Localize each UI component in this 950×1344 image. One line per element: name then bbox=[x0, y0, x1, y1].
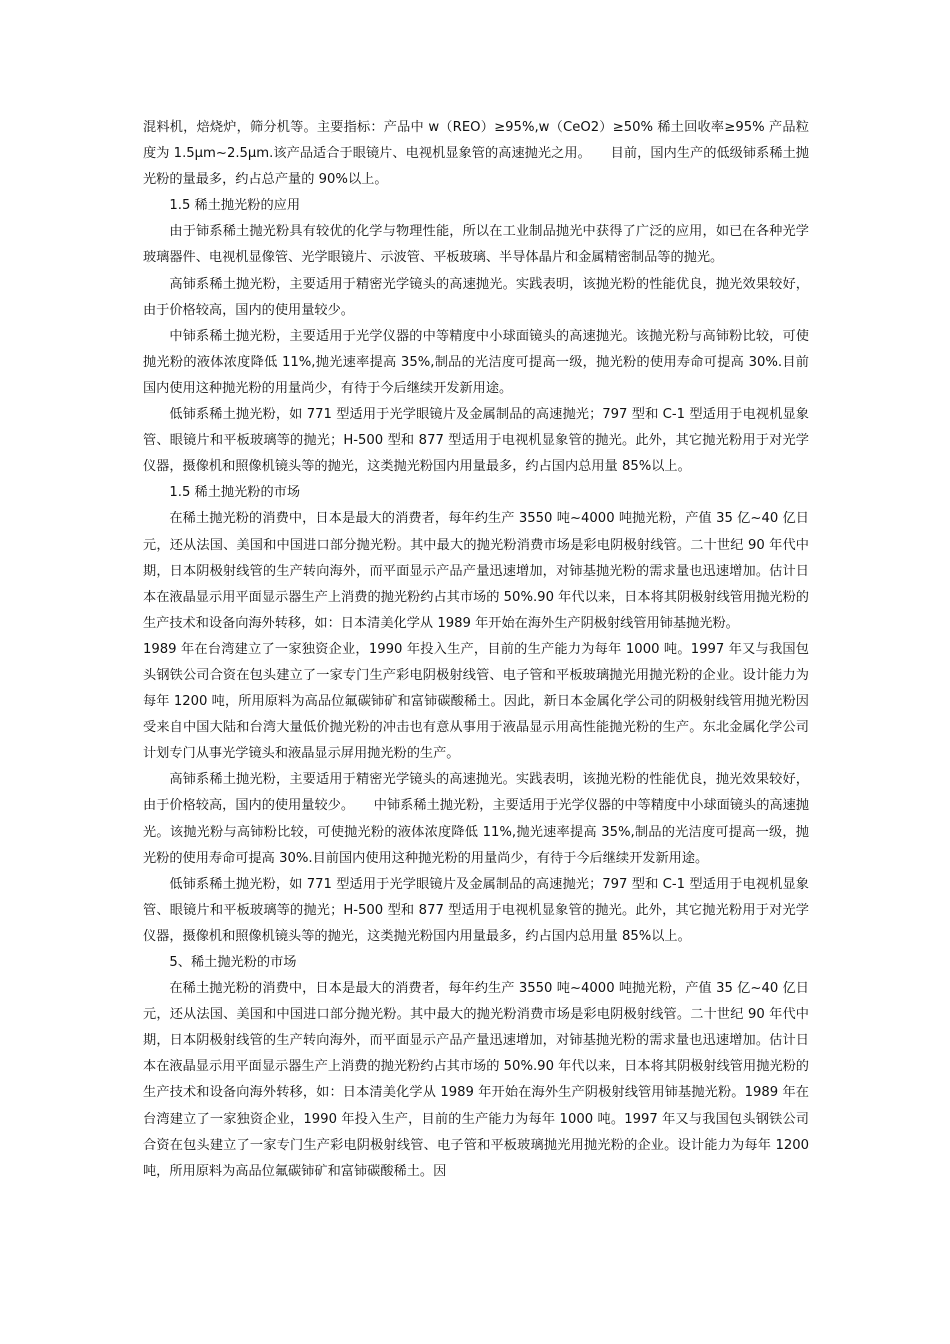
paragraph-medium-cerium: 中铈系稀土抛光粉，主要适用于光学仪器的中等精度中小球面镜头的高速抛光。该抛光粉与高铈粉比较，可使抛光粉的液体浓度降低 11%,抛光速率提高 35%,制品的光洁度可提高一级，抛光粉的使用寿命可提高 30%.目前国内使用这种抛光粉的用量尚少，有待于今后继续开发新用途。 bbox=[143, 328, 809, 396]
section-heading-market: 1.5 稀土抛光粉的市场 bbox=[169, 485, 301, 501]
paragraph-high-medium-cerium-repeat: 高铈系稀土抛光粉，主要适用于精密光学镜头的高速抛光。实践表明，该抛光粉的性能优良，抛光效果较好，由于价格较高，国内的使用量较少。 中铈系稀土抛光粉，主要适用于光学仪器的中等精度中小球面镜头的高速抛光。该抛光粉与高铈粉比较，可使抛光粉的液体浓度降低 11%,抛光速率提高 35%,制品的光洁度可提高一级，抛光粉的使用寿命可提高 30%.目前国内使用这种抛光粉的用量尚少，有待于今后继续开发新用途。 bbox=[143, 772, 809, 866]
paragraph-intro-continuation: 混料机，焙烧炉，筛分机等。主要指标：产品中 w（REO）≥95%,w（CeO2）≥50% 稀土回收率≥95% 产品粒度为 1.5μm~2.5μm.该产品适合于眼镜片、电视机显象管的高速抛光之用。 目前，国内生产的低级铈系稀土抛光粉的量最多，约占总产量的 90%以上。 bbox=[143, 120, 809, 188]
section-heading-market-5: 5、稀土抛光粉的市场 bbox=[169, 955, 297, 970]
paragraph-market-japan-repeat: 在稀土抛光粉的消费中，日本是最大的消费者，每年约生产 3550 吨~4000 吨抛光粉，产值 35 亿~40 亿日元，还从法国、美国和中国进口部分抛光粉。其中最大的抛光粉消费市场是彩电阴极射线管。二十世纪 90 年代中期，日本阴极射线管的生产转向海外，而平面显示产品产量迅速增加，对铈基抛光粉的需求量也迅速增加。估计日本在液晶显示用平面显示器生产上消费的抛光粉约占其市场的 50%.90 年代以来，日本将其阴极射线管用抛光粉的生产技术和设备向海外转移，如：日本清美化学从 1989 年开始在海外生产阴极射线管用铈基抛光粉。1989 年在台湾建立了一家独资企业，1990 年投入生产，目前的生产能力为每年 1000 吨。1997 年又与我国包头钢铁公司合资在包头建立了一家专门生产彩电阴极射线管、电子管和平板玻璃抛光用抛光粉的企业。设计能力为每年 1200 吨，所用原料为高品位氟碳铈矿和富铈碳酸稀土。因 bbox=[143, 981, 809, 1179]
paragraph-application-overview: 由于铈系稀土抛光粉具有较优的化学与物理性能，所以在工业制品抛光中获得了广泛的应用，如已在各种光学玻璃器件、电视机显像管、光学眼镜片、示波管、平板玻璃、半导体晶片和金属精密制品等的抛光。 bbox=[143, 224, 809, 266]
paragraph-low-cerium-repeat: 低铈系稀土抛光粉，如 771 型适用于光学眼镜片及金属制品的高速抛光；797 型和 C-1 型适用于电视机显象管、眼镜片和平板玻璃等的抛光；H-500 型和 877 型适用于电视机显象管的抛光。此外，其它抛光粉用于对光学仪器，摄像机和照像机镜头等的抛光，这类抛光粉国内用量最多，约占国内总用量 85%以上。 bbox=[143, 876, 809, 944]
document-body bbox=[143, 115, 809, 1185]
paragraph-market-taiwan: 1989 年在台湾建立了一家独资企业，1990 年投入生产，目前的生产能力为每年 1000 吨。1997 年又与我国包头钢铁公司合资在包头建立了一家专门生产彩电阴极射线管、电子管和平板玻璃抛光用抛光粉的企业。设计能力为每年 1200 吨，所用原料为高品位氟碳铈矿和富铈碳酸稀土。因此，新日本金属化学公司的阴极射线管用抛光粉因受来自中国大陆和台湾大量低价抛光粉的冲击也有意从事用于液晶显示用高性能抛光粉的生产。东北金属化学公司计划专门从事光学镜头和液晶显示屏用抛光粉的生产。 bbox=[143, 641, 809, 762]
paragraph-market-japan: 在稀土抛光粉的消费中，日本是最大的消费者，每年约生产 3550 吨~4000 吨抛光粉，产值 35 亿~40 亿日元，还从法国、美国和中国进口部分抛光粉。其中最大的抛光粉消费市场是彩电阴极射线管。二十世纪 90 年代中期，日本阴极射线管的生产转向海外，而平面显示产品产量迅速增加，对铈基抛光粉的需求量也迅速增加。估计日本在液晶显示用平面显示器生产上消费的抛光粉约占其市场的 50%.90 年代以来，日本将其阴极射线管用抛光粉的生产技术和设备向海外转移，如：日本清美化学从 1989 年开始在海外生产阴极射线管用铈基抛光粉。 bbox=[143, 511, 809, 631]
section-heading-application: 1.5 稀土抛光粉的应用 bbox=[169, 198, 301, 214]
paragraph-high-cerium: 高铈系稀土抛光粉，主要适用于精密光学镜头的高速抛光。实践表明，该抛光粉的性能优良，抛光效果较好，由于价格较高，国内的使用量较少。 bbox=[143, 276, 809, 318]
paragraph-low-cerium: 低铈系稀土抛光粉，如 771 型适用于光学眼镜片及金属制品的高速抛光；797 型和 C-1 型适用于电视机显象管、眼镜片和平板玻璃等的抛光；H-500 型和 877 型适用于电视机显象管的抛光。此外，其它抛光粉用于对光学仪器，摄像机和照像机镜头等的抛光，这类抛光粉国内用量最多，约占国内总用量 85%以上。 bbox=[143, 407, 809, 475]
